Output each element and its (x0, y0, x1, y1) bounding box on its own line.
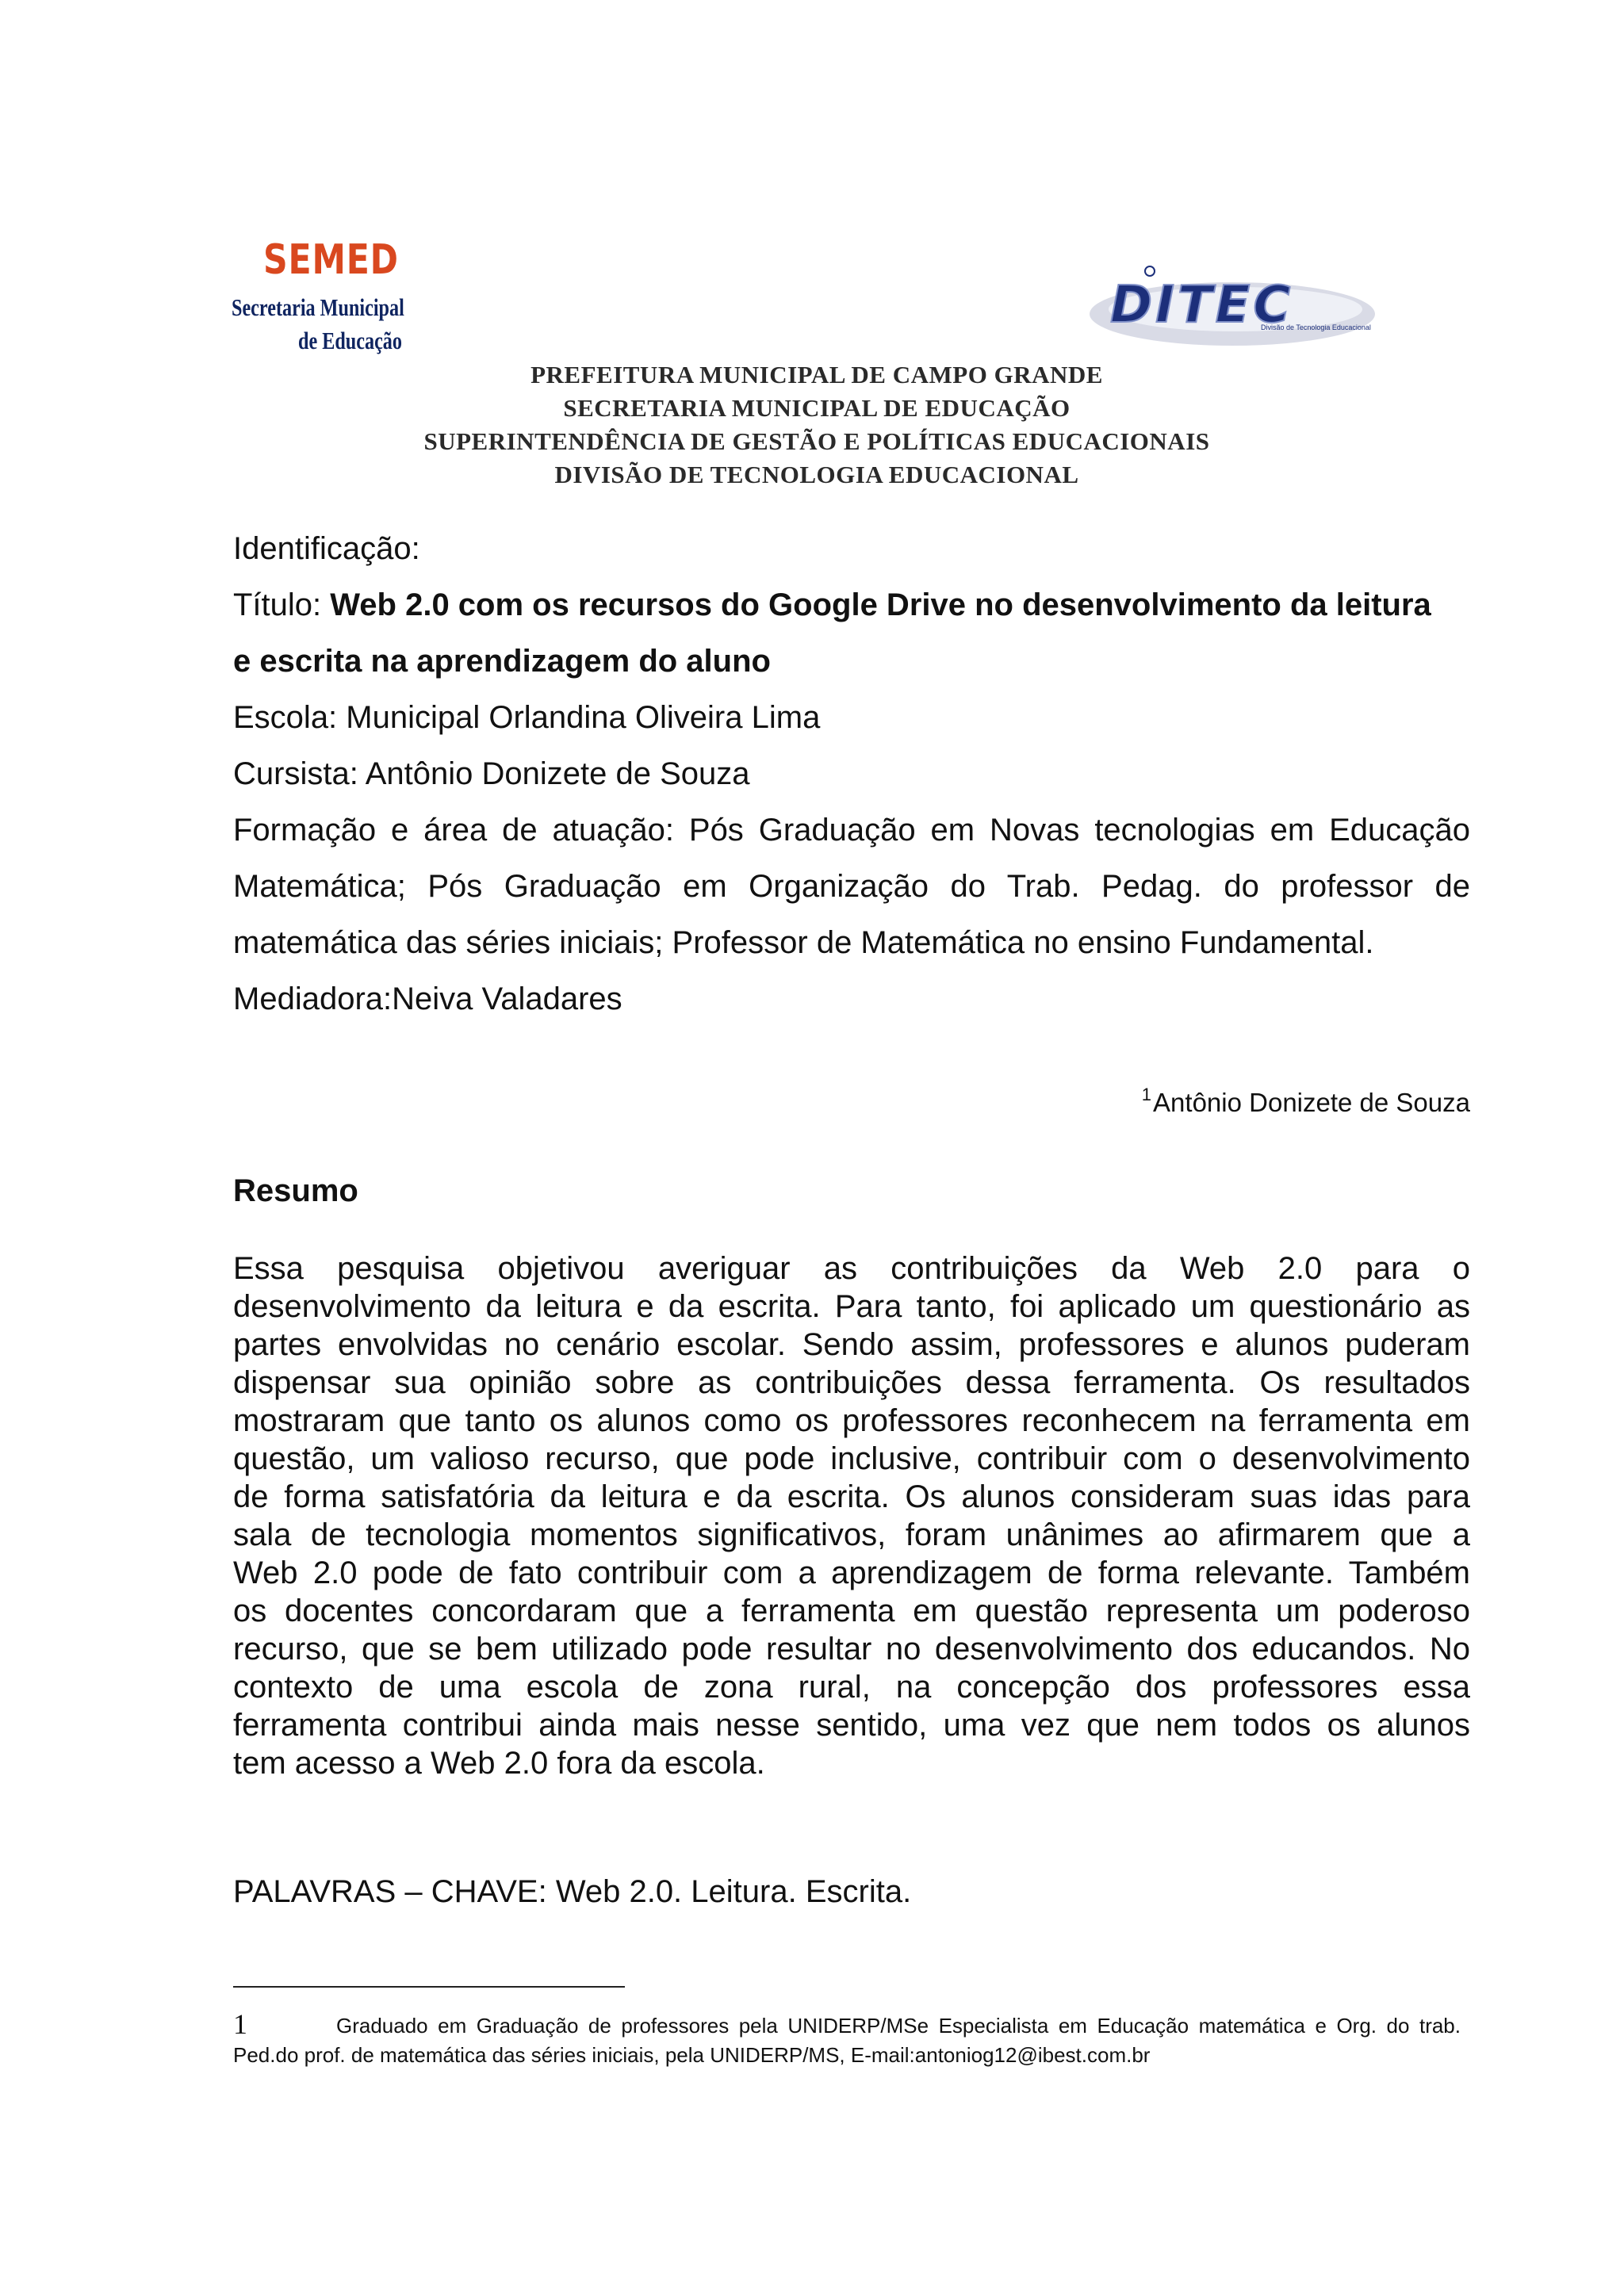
abstract-line: ferramenta contribui ainda mais nesse sentido, uma vez que nem todos os alunos (233, 1708, 1470, 1743)
abstract-line: dispensar sua opinião sobre as contribuições dessa ferramenta. Os resultados (233, 1365, 1470, 1400)
title-line-2 (233, 644, 1470, 679)
abstract-line: desenvolvimento da leitura e da escrita. Para tanto, foi aplicado um questionário as (233, 1289, 1470, 1324)
keywords: PALAVRAS – CHAVE: Web 2.0. Leitura. Escrita. (233, 1874, 912, 1909)
training-line: Formação e área de atuação: Pós Graduação em Novas tecnologias em Educação (233, 813, 1470, 848)
institution-line: SUPERINTENDÊNCIA DE GESTÃO E POLÍTICAS EDUCACIONAIS (423, 427, 1210, 455)
abstract-line: contexto de uma escola de zona rural, na concepção dos professores essa (233, 1670, 1470, 1705)
title-text-1: Web 2.0 com os recursos do Google Drive no desenvolvimento da leitura (330, 587, 1431, 622)
abstract-line: Web 2.0 pode de fato contribuir com a aprendizagem de forma relevante. Também (233, 1556, 1470, 1590)
ditec-logo-graphic (1085, 265, 1380, 358)
abstract-line: Essa pesquisa objetivou averiguar as contribuições da Web 2.0 para o (233, 1251, 1470, 1286)
author-footnote-mark: 1 (1141, 1085, 1152, 1104)
abstract-line: partes envolvidas no cenário escolar. Sendo assim, professores e alunos puderam (233, 1327, 1470, 1362)
footnote-separator (233, 1986, 625, 1988)
abstract-line: recurso, que se bem utilizado pode resultar no desenvolvimento dos educandos. No (233, 1632, 1470, 1667)
abstract-line: os docentes concordaram que a ferramenta em questão representa um poderoso (233, 1594, 1470, 1628)
mediator-line: Mediadora:Neiva Valadares (233, 982, 622, 1016)
semed-logo-word: SEMED (263, 236, 399, 284)
title-label: Título: (233, 587, 331, 622)
school-line: Escola: Municipal Orlandina Oliveira Lima (233, 700, 821, 735)
ditec-logo-word: DITEC (1110, 276, 1294, 335)
abstract-heading: Resumo (233, 1173, 358, 1208)
institution-line: SECRETARIA MUNICIPAL DE EDUCAÇÃO (563, 394, 1071, 422)
student-line: Cursista: Antônio Donizete de Souza (233, 756, 750, 791)
abstract-line: mostraram que tanto os alunos como os professores reconhecem na ferramenta em (233, 1403, 1470, 1438)
ditec-logo (1085, 265, 1380, 358)
abstract-line: questão, um valioso recurso, que pode inclusive, contribuir com o desenvolvimento (233, 1441, 1470, 1476)
training-line: Matemática; Pós Graduação em Organização do Trab. Pedag. do professor de (233, 869, 1470, 904)
institution-header (317, 358, 1316, 492)
ditec-logo-subtitle: Divisão de Tecnologia Educacional (1261, 323, 1371, 331)
institution-line: DIVISÃO DE TECNOLOGIA EDUCACIONAL (554, 461, 1079, 488)
title-text-2: e escrita na aprendizagem do aluno (233, 644, 771, 679)
title-line-1 (233, 587, 1470, 623)
training-line: matemática das séries iniciais; Professor de Matemática no ensino Fundamental. (233, 925, 1374, 960)
abstract-body (233, 1249, 1470, 1782)
semed-logo-line-2: de Educação (298, 327, 402, 354)
institution-line: PREFEITURA MUNICIPAL DE CAMPO GRANDE (530, 361, 1103, 388)
abstract-line: sala de tecnologia momentos significativos, foram unânimes ao afirmarem que a (233, 1517, 1470, 1552)
author-name (1142, 1085, 1470, 1118)
semed-logo (232, 236, 414, 363)
abstract-line: de forma satisfatória da leitura e da escrita. Os alunos consideram suas idas para (233, 1479, 1470, 1514)
semed-logo-line-1: Secretaria Municipal (232, 293, 404, 321)
footnote-line-2: Ped.do prof. de matemática das séries iniciais, pela UNIDERP/MS, E-mail:antoniog12@ibest.com.br (233, 2043, 1151, 2067)
footnote-line-1: Graduado em Graduação de professores pela UNIDERP/MSe Especialista em Educação matemática e Org. do trab. (336, 2014, 1461, 2038)
abstract-line: tem acesso a Web 2.0 fora da escola. (233, 1746, 765, 1781)
author-name-text: Antônio Donizete de Souza (1153, 1088, 1470, 1117)
identification-heading: Identificação: (233, 531, 420, 566)
footnote-mark: 1 (233, 2008, 247, 2040)
